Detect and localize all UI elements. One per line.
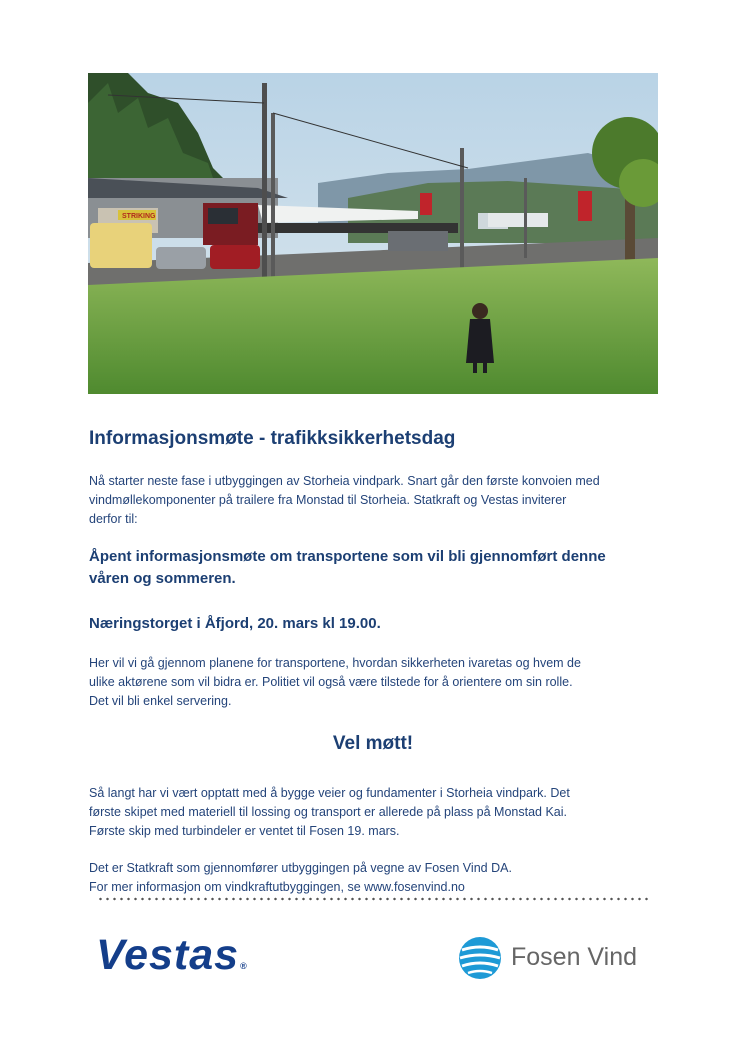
hero-photo xyxy=(88,73,658,394)
venue-text: Næringstorget i Åfjord, 20. mars kl 19.00. xyxy=(89,615,381,632)
shop-sign-text: STRIKING xyxy=(122,213,156,220)
details-line: ulike aktørene som vil bidra er. Politiet vil også være tilstede for å orientere om sin rolle. xyxy=(89,675,573,689)
intro-line: derfor til: xyxy=(89,512,138,526)
footer-line: Det er Statkraft som gjennomfører utbyggingen på vegne av Fosen Vind DA. xyxy=(89,861,512,875)
page-heading: Informasjonsmøte - trafikksikkerhetsdag xyxy=(89,428,456,449)
intro-line: Nå starter neste fase i utbyggingen av Storheia vindpark. Snart går den første konvoien med xyxy=(89,474,600,488)
status-line: Så langt har vi vært opptatt med å bygge veier og fundamenter i Storheia vindpark. Det xyxy=(89,786,570,800)
hero-photo-illustration xyxy=(88,73,658,394)
subheading-line: våren og sommeren. xyxy=(89,570,236,587)
intro-line: vindmøllekomponenter på trailere fra Monstad til Storheia. Statkraft og Vestas inviterer xyxy=(89,493,567,507)
fosen-wind-icon xyxy=(458,936,502,980)
status-paragraph xyxy=(89,784,659,841)
status-line: første skipet med materiell til lossing og transport er allerede på plass på Monstad Kai. xyxy=(89,805,568,819)
registered-mark: ® xyxy=(240,961,248,971)
details-line: Her vil vi gå gjennom planene for transportene, hvordan sikkerheten ivaretas og hvem de xyxy=(89,656,581,670)
footer-line: For mer informasjon om vindkraftutbyggingen, se www.fosenvind.no xyxy=(89,880,465,894)
intro-paragraph xyxy=(89,472,659,529)
status-line: Første skip med turbindeler er ventet til Fosen 19. mars. xyxy=(89,824,400,838)
subheading xyxy=(89,546,659,590)
venue-line xyxy=(89,613,659,635)
vestas-logo xyxy=(96,930,248,980)
details-line: Det vil bli enkel servering. xyxy=(89,694,232,708)
footer-paragraph xyxy=(89,859,659,897)
fosen-vind-logo-text: Fosen Vind xyxy=(511,943,638,971)
details-paragraph xyxy=(89,654,659,711)
subheading-line: Åpent informasjonsmøte om transportene som vil bli gjennomført denne xyxy=(89,548,606,565)
welcome-title: Vel møtt! xyxy=(332,733,414,754)
vestas-logo-text: Vestas xyxy=(96,931,240,979)
dotted-divider xyxy=(97,897,649,901)
